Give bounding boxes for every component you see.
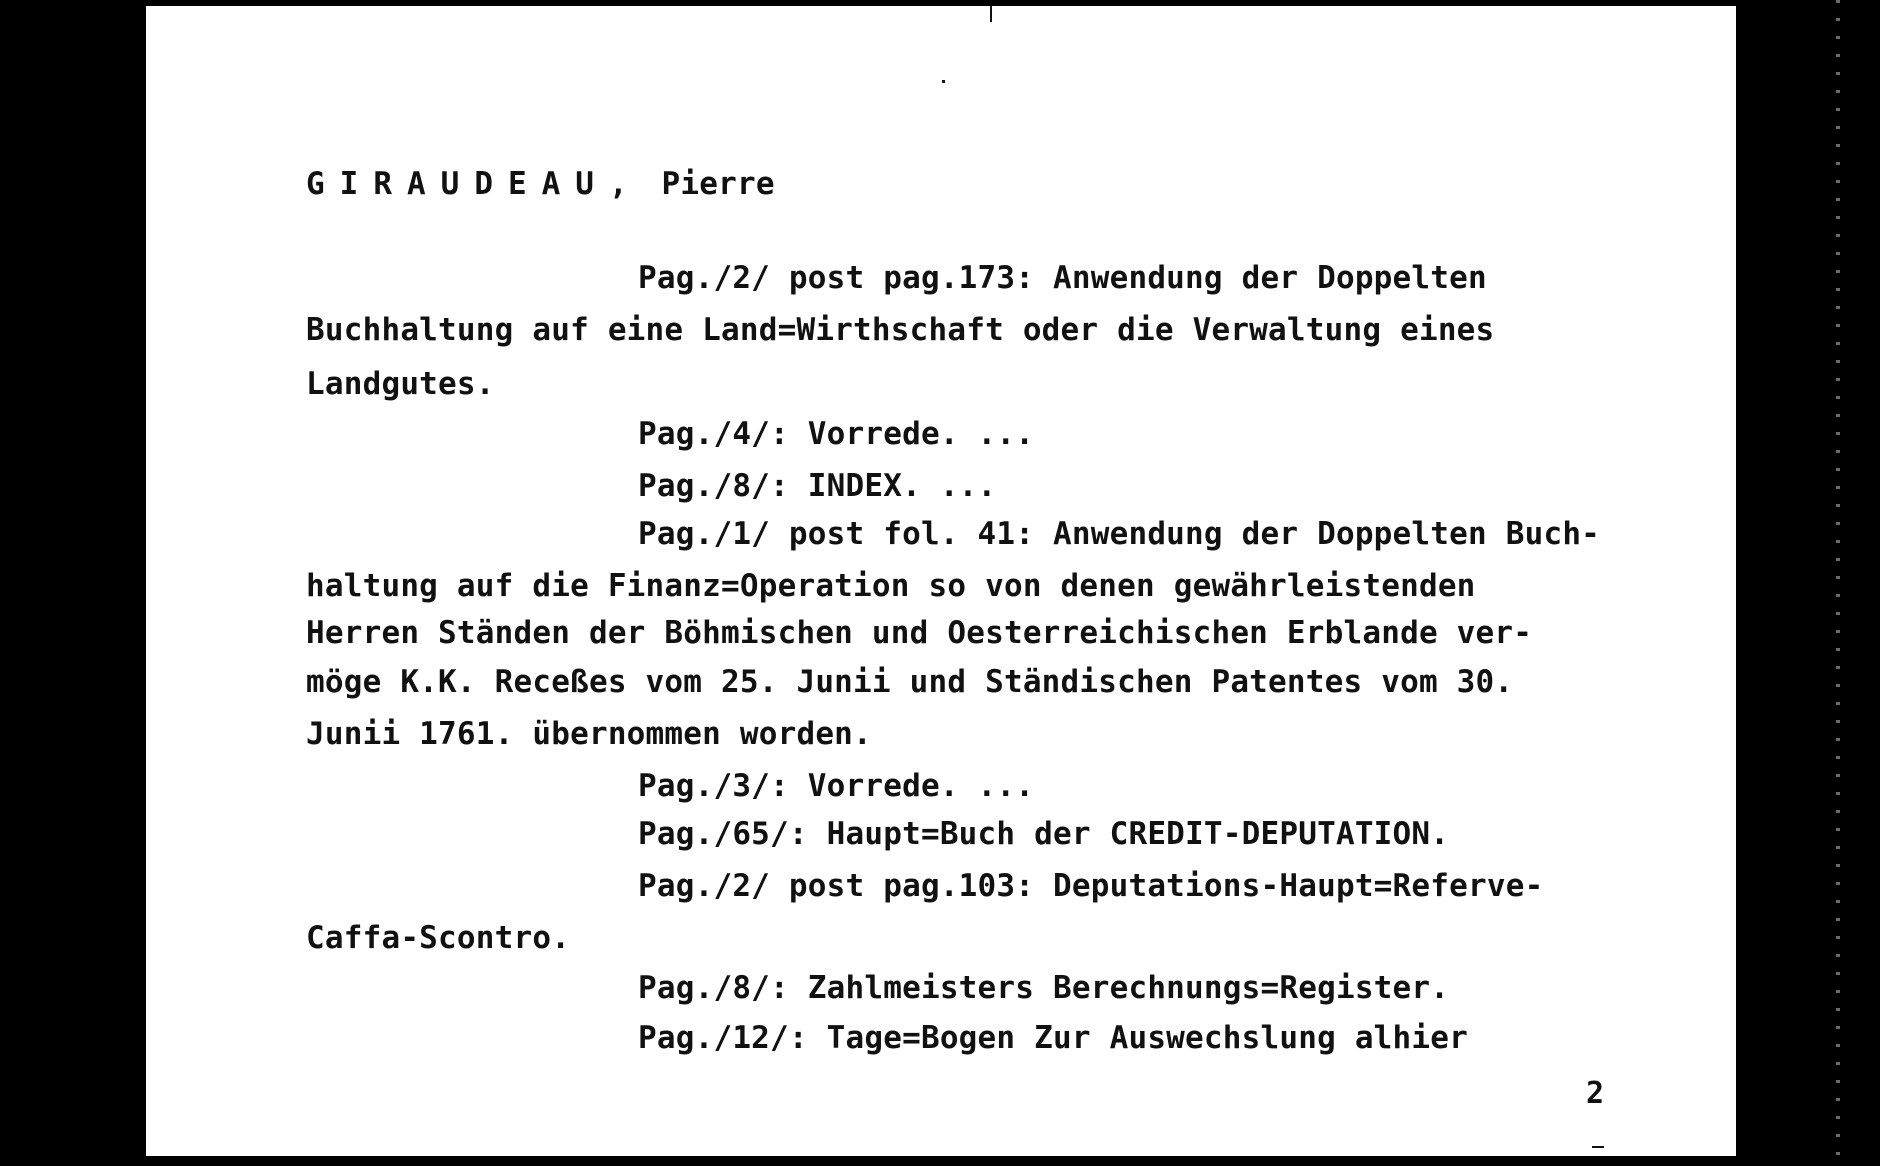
heading-surname: GIRAUDEAU, [306, 166, 643, 202]
entry-line-5: Pag./8/: INDEX. ... [638, 468, 997, 504]
entry-line-12: Pag./65/: Haupt=Buch der CREDIT-DEPUTATION. [638, 816, 1450, 852]
entry-line-11: Pag./3/: Vorrede. ... [638, 768, 1035, 804]
entry-line-7: haltung auf die Finanz=Operation so von denen gewährleistenden [306, 568, 1476, 604]
entry-line-16: Pag./12/: Tage=Bogen Zur Auswechslung alhier [638, 1020, 1468, 1056]
scan-speck [1592, 1146, 1604, 1148]
entry-line-13: Pag./2/ post pag.103: Deputations-Haupt=Referve- [638, 868, 1544, 904]
entry-line-6: Pag./1/ post fol. 41: Anwendung der Doppelten Buch- [638, 516, 1601, 552]
entry-line-15: Pag./8/: Zahlmeisters Berechnungs=Register. [638, 970, 1450, 1006]
page-number: 2 [1586, 1076, 1605, 1111]
entry-line-10: Junii 1761. übernommen worden. [306, 716, 872, 752]
heading [306, 164, 775, 204]
entry-line-9: möge K.K. Receßes vom 25. Junii und Ständischen Patentes vom 30. [306, 664, 1514, 700]
scan-speck [990, 6, 992, 22]
typewritten-sheet [146, 6, 1736, 1156]
entry-line-2: Buchhaltung auf eine Land=Wirthschaft oder die Verwaltung eines [306, 312, 1495, 348]
entry-line-8: Herren Ständen der Böhmischen und Oesterreichischen Erblande ver- [306, 615, 1533, 651]
entry-line-3: Landgutes. [306, 366, 495, 402]
heading-given-name: Pierre [661, 166, 775, 202]
entry-line-4: Pag./4/: Vorrede. ... [638, 416, 1035, 452]
entry-line-14: Caffa-Scontro. [306, 920, 571, 956]
scan-speck [942, 80, 945, 83]
scanner-edge-marks [1836, 0, 1840, 1166]
entry-line-1: Pag./2/ post pag.173: Anwendung der Doppelten [638, 260, 1487, 296]
